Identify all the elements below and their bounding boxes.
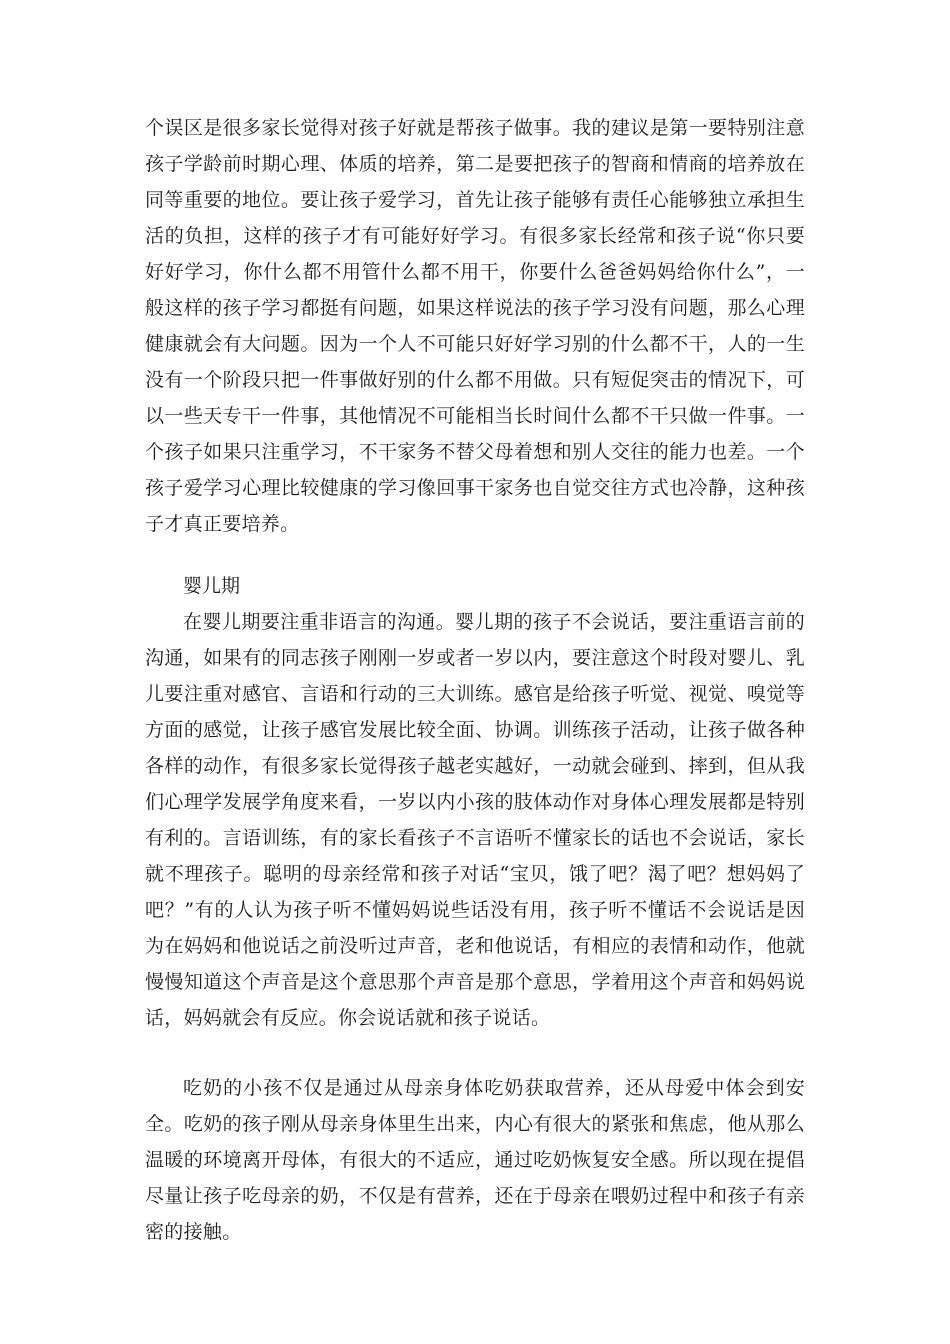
text-block-breastfeeding (145, 1070, 805, 1250)
section-heading-infancy: 婴儿期 (183, 575, 241, 597)
text-block-infancy (145, 604, 805, 1036)
paragraph-breastfeeding: 吃奶的小孩不仅是通过从母亲身体吃奶获取营养，还从母爱中体会到安全。吃奶的孩子刚从母亲身体里生出来，内心有很大的紧张和焦虑，他从那么温暖的环境离开母体，有很大的不适应，通过吃奶恢复安全感。所以现在提倡尽量让孩子吃母亲的奶，不仅是有营养，还在于母亲在喂奶过程中和孩子有亲密的接触。 (145, 1077, 805, 1243)
paragraph-parenting-misconception: 个误区是很多家长觉得对孩子好就是帮孩子做事。我的建议是第一要特别注意孩子学龄前时期心理、体质的培养，第二是要把孩子的智商和情商的培养放在同等重要的地位。要让孩子爱学习，首先让孩子能够有责任心能够独立承担生活的负担，这样的孩子才有可能好好学习。有很多家长经常和孩子说“你只要好好学习，你什么都不用管什么都不用干，你要什么爸爸妈妈给你什么”，一般这样的孩子学习都挺有问题，如果这样说法的孩子学习没有问题，那么心理健康就会有大问题。因为一个人不可能只好好学习别的什么都不干，人的一生没有一个阶段只把一件事做好别的什么都不用做。只有短促突击的情况下，可以一些天专干一件事，其他情况不可能相当长时间什么都不干只做一件事。一个孩子如果只注重学习，不干家务不替父母着想和别人交往的能力也差。一个孩子爱学习心理比较健康的学习像回事干家务也自觉交往方式也冷静，这种孩子才真正要培养。 (145, 117, 805, 535)
text-block-intro (145, 110, 805, 542)
paragraph-nonverbal-communication: 在婴儿期要注重非语言的沟通。婴儿期的孩子不会说话，要注重语言前的沟通，如果有的同志孩子刚刚一岁或者一岁以内，要注意这个时段对婴儿、乳儿要注重对感官、言语和行动的三大训练。感官是给孩子听觉、视觉、嗅觉等方面的感觉，让孩子感官发展比较全面、协调。训练孩子活动，让孩子做各种各样的动作，有很多家长觉得孩子越老实越好，一动就会碰到、摔到，但从我们心理学发展学角度来看，一岁以内小孩的肢体动作对身体心理发展都是特别有利的。言语训练，有的家长看孩子不言语听不懂家长的话也不会说话，家长就不理孩子。聪明的母亲经常和孩子对话“宝贝，饿了吧？渴了吧？想妈妈了吧？”有的人认为孩子听不懂妈妈说些话没有用，孩子听不懂话不会说话是因为在妈妈和他说话之前没听过声音，老和他说话，有相应的表情和动作，他就慢慢知道这个声音是这个意思那个声音是那个意思，学着用这个声音和妈妈说话，妈妈就会有反应。你会说话就和孩子说话。 (145, 611, 805, 1029)
